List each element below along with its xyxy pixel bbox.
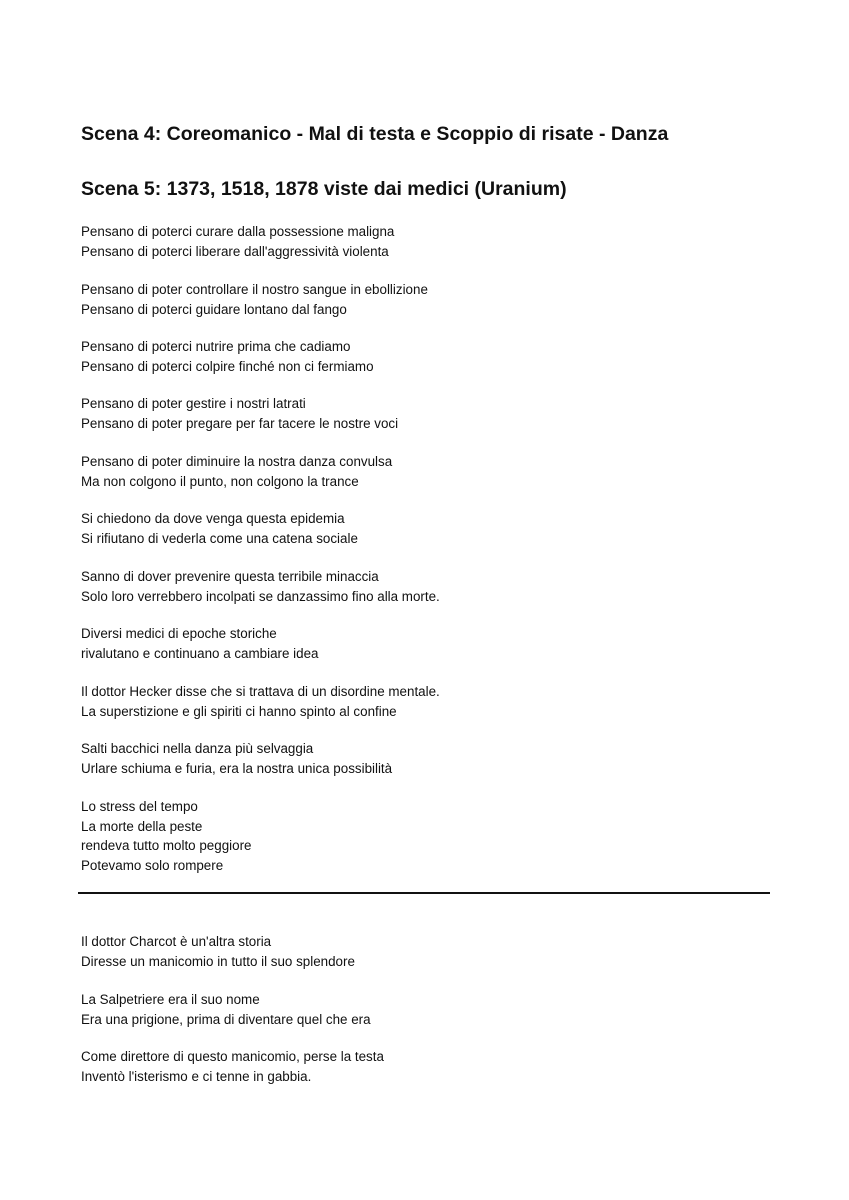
verse-line: Sanno di dover prevenire questa terribile minaccia — [81, 569, 379, 584]
verse-line: Pensano di poterci guidare lontano dal fango — [81, 301, 347, 317]
stanza — [81, 624, 318, 663]
verse-line: Era una prigione, prima di diventare quel che era — [81, 1011, 371, 1027]
stanza — [81, 1047, 384, 1086]
scene-5-heading: Scena 5: 1373, 1518, 1878 viste dai medici (Uranium) — [81, 178, 567, 200]
stanza — [81, 509, 358, 548]
verse-line: Salti bacchici nella danza più selvaggia — [81, 741, 314, 756]
verse-line: Diversi medici di epoche storiche — [81, 626, 277, 641]
stanza — [81, 739, 392, 778]
verse-line: rendeva tutto molto peggiore — [81, 838, 252, 853]
stanza — [81, 280, 428, 319]
verse-line: Il dottor Hecker disse che si trattava di un disordine mentale. — [81, 684, 440, 699]
stanza — [81, 682, 440, 721]
verse-line: Urlare schiuma e furia, era la nostra unica possibilità — [81, 760, 393, 776]
verse-line: Si rifiutano di vederla come una catena sociale — [81, 530, 358, 546]
stanza — [81, 797, 251, 875]
verse-line: Il dottor Charcot è un'altra storia — [81, 934, 272, 949]
verse-line: La Salpetriere era il suo nome — [81, 992, 260, 1007]
verse-line: Potevamo solo rompere — [81, 857, 224, 873]
verse-line: Lo stress del tempo — [81, 799, 198, 814]
verse-line: Pensano di poter diminuire la nostra danza convulsa — [81, 454, 393, 469]
verse-line: Diresse un manicomio in tutto il suo splendore — [81, 953, 355, 969]
stanza — [81, 452, 392, 491]
verse-line: Pensano di poter gestire i nostri latrati — [81, 396, 306, 411]
verse-line: rivalutano e continuano a cambiare idea — [81, 645, 319, 661]
stanza — [81, 990, 371, 1029]
stanza — [81, 932, 355, 971]
verse-line: Pensano di poter controllare il nostro sangue in ebollizione — [81, 282, 428, 297]
stanza — [81, 222, 394, 261]
horizontal-rule — [78, 892, 770, 894]
verse-line: Inventò l'isterismo e ci tenne in gabbia. — [81, 1068, 312, 1084]
verse-line: Si chiedono da dove venga questa epidemia — [81, 511, 345, 526]
verse-line: La superstizione e gli spiriti ci hanno spinto al confine — [81, 703, 397, 719]
verse-line: Come direttore di questo manicomio, perse la testa — [81, 1049, 384, 1064]
scene-4-heading: Scena 4: Coreomanico - Mal di testa e Scoppio di risate - Danza — [81, 123, 669, 145]
stanza — [81, 337, 374, 376]
verse-line: Pensano di poter pregare per far tacere le nostre voci — [81, 415, 399, 431]
verse-line: Solo loro verrebbero incolpati se danzassimo fino alla morte. — [81, 588, 440, 604]
verse-line: Pensano di poterci nutrire prima che cadiamo — [81, 339, 351, 354]
verse-line: Ma non colgono il punto, non colgono la trance — [81, 473, 359, 489]
verse-line: La morte della peste — [81, 818, 203, 834]
verse-line: Pensano di poterci liberare dall'aggressività violenta — [81, 243, 389, 259]
verse-line: Pensano di poterci curare dalla possessione maligna — [81, 224, 395, 239]
stanza — [81, 567, 440, 606]
verse-line: Pensano di poterci colpire finché non ci fermiamo — [81, 358, 374, 374]
stanza — [81, 394, 398, 433]
